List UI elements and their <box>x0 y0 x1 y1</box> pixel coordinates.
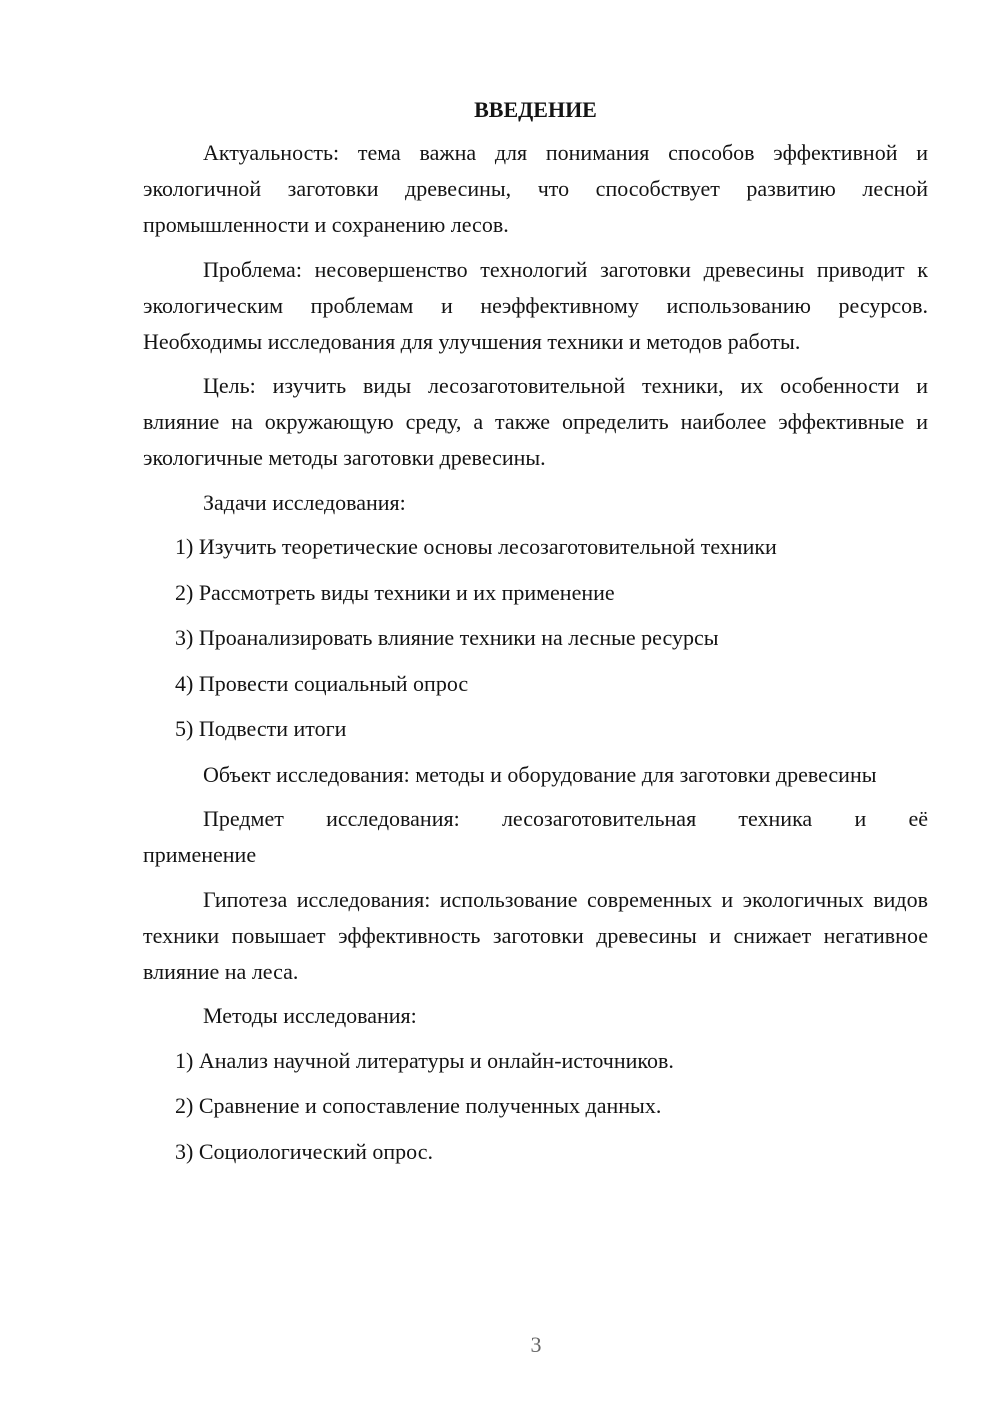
subject-line-2: применение <box>143 842 257 867</box>
tasks-list <box>143 529 928 747</box>
list-item: 3) Социологический опрос. <box>175 1138 433 1164</box>
methods-heading: Методы исследования: <box>203 1003 417 1028</box>
page-number: 3 <box>530 1332 542 1357</box>
list-item: 1) Анализ научной литературы и онлайн-источников. <box>175 1047 674 1073</box>
tasks-heading: Задачи исследования: <box>203 489 406 515</box>
subject-paragraph <box>143 801 928 873</box>
problem-paragraph: Проблема: несовершенство технологий заготовки древесины приводит к экологическим проблемам и неэффективному использованию ресурсов. Необходимы исследования для улучшения техники и методов работы. <box>143 256 928 354</box>
list-item: 5) Подвести итоги <box>175 716 347 741</box>
list-item: 3) Проанализировать влияние техники на лесные ресурсы <box>175 625 719 650</box>
list-item: 2) Сравнение и сопоставление полученных данных. <box>175 1093 662 1118</box>
methods-list <box>143 1043 928 1170</box>
list-item: 4) Провести социальный опрос <box>175 670 469 696</box>
relevance-paragraph: Актуальность: тема важна для понимания способов эффективной и экологичной заготовки древесины, что способствует развитию лесной промышленности и сохранению лесов. <box>143 140 928 237</box>
list-item: 2) Рассмотреть виды техники и их применение <box>175 579 615 605</box>
object-paragraph: Объект исследования: методы и оборудование для заготовки древесины <box>203 761 877 787</box>
hypothesis-paragraph: Гипотеза исследования: использование современных и экологичных видов техники повышает эффективность заготовки древесины и снижает негативное влияние на леса. <box>143 886 928 984</box>
subject-line-1: Предмет исследования: лесозаготовительная техника и её <box>203 806 928 831</box>
page-content <box>143 93 928 1179</box>
goal-paragraph: Цель: изучить виды лесозаготовительной техники, их особенности и влияние на окружающую среду, а также определить наиболее эффективные и экологичные методы заготовки древесины. <box>143 373 928 470</box>
section-title: ВВЕДЕНИЕ <box>474 97 597 122</box>
list-item: 1) Изучить теоретические основы лесозаготовительной техники <box>175 534 777 559</box>
